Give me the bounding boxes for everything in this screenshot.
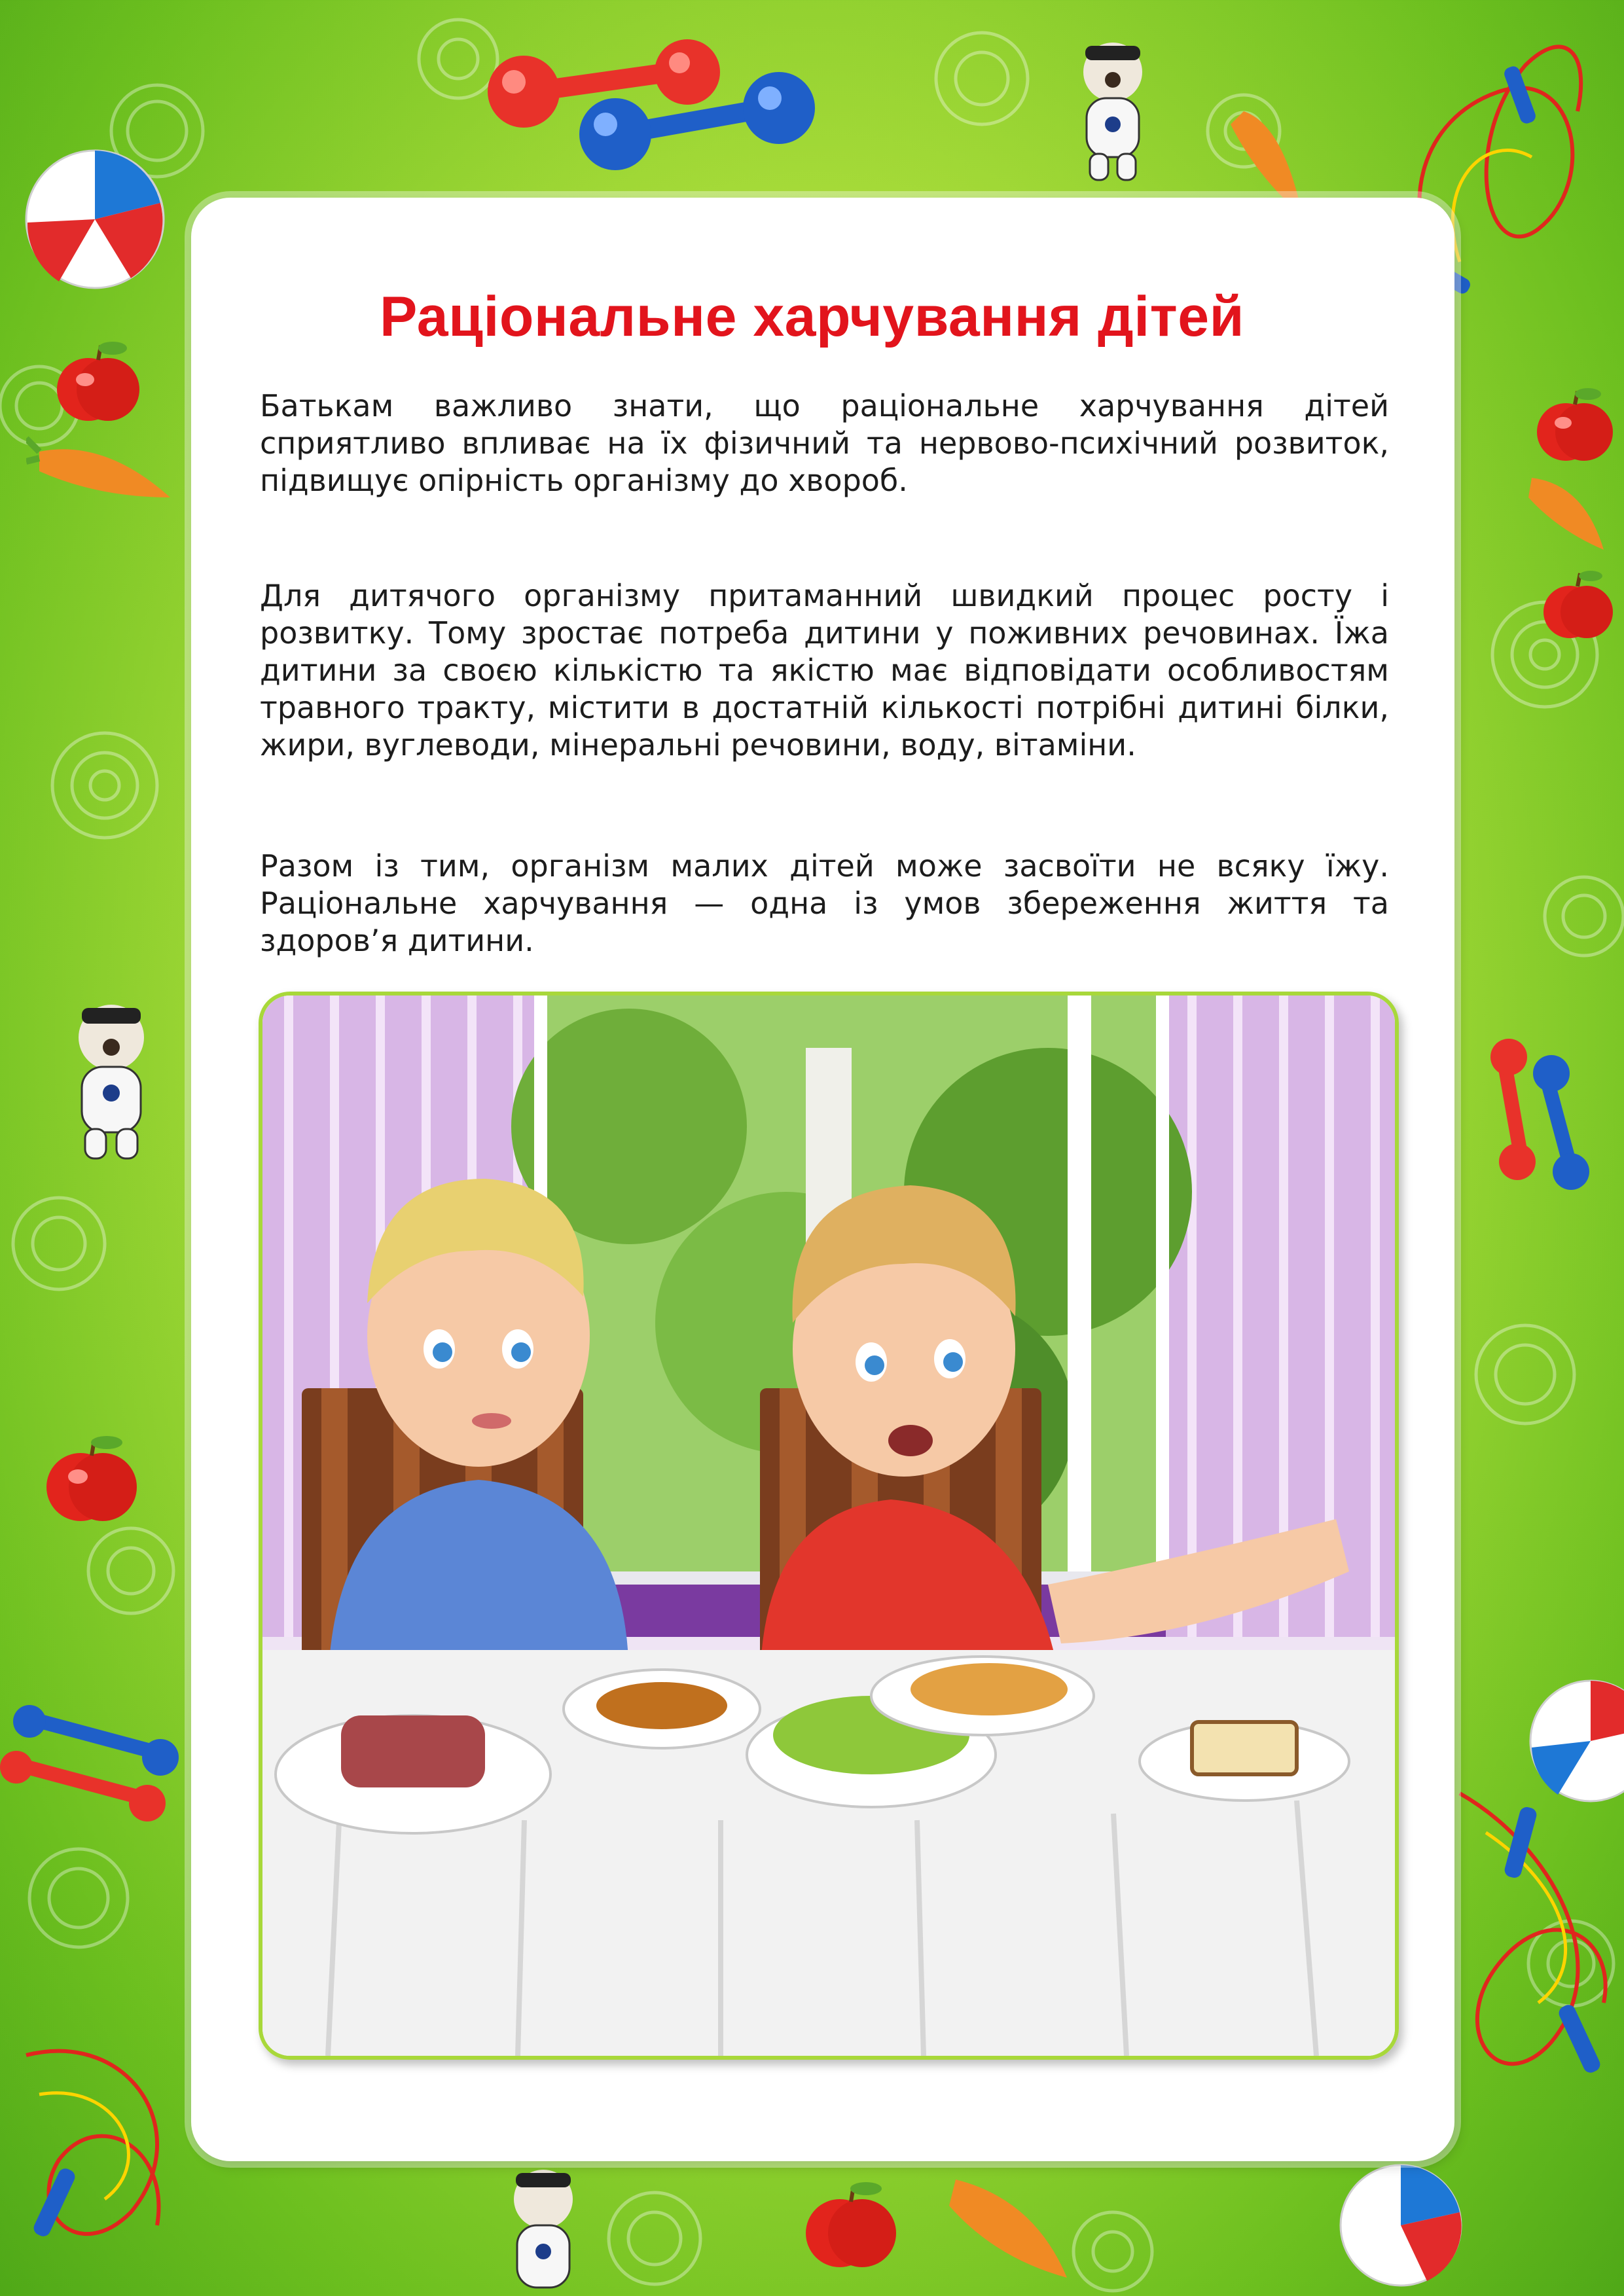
apple-icon: [43, 1427, 141, 1532]
beach-ball-icon: [1335, 2160, 1466, 2291]
illustration-scene: [262, 996, 1395, 2056]
carrot-icon: [936, 2160, 1080, 2291]
dumbbell-icon: [0, 1676, 209, 1833]
teddy-bear-icon: [484, 2160, 602, 2291]
teddy-bear-icon: [1054, 33, 1172, 183]
beach-ball-icon: [20, 144, 170, 295]
carrot-icon: [1519, 458, 1617, 563]
paragraph-3: Разом із тим, організм малих дітей може засвоїти не всяку їжу. Раціональне харчування — одна із умов збереження життя та здоров’я дитини.: [260, 848, 1389, 958]
jump-rope-icon: [0, 2016, 216, 2278]
apple-icon: [1532, 380, 1617, 471]
illustration-two-boys-eating: [259, 992, 1399, 2060]
apple-icon: [802, 2173, 900, 2278]
page-title: Раціональне харчування дітей: [380, 285, 1244, 348]
apple-icon: [1538, 563, 1617, 648]
paragraph-1: Батькам важливо знати, що раціональне харчування дітей сприятливо впливає на їх фізичний та нервово-психічний розвиток, підвищує опірність організму до хвороб.: [260, 388, 1389, 498]
dumbbell-icon: [1479, 1021, 1610, 1191]
carrot-icon: [26, 425, 183, 517]
teddy-bear-icon: [46, 995, 177, 1165]
paragraph-2: Для дитячого організму притаманний швидкий процес росту і розвитку. Тому зростає потреба дитини у поживних речовинах. Їжа дитини за своєю кількістю та якістю має відповідати особливостям травного тракту, містити в достатній кількості потрібні дитині білки, жири, вуглеводи, мінеральні речовини, воду, вітаміни.: [260, 578, 1389, 762]
dumbbell-icon: [563, 59, 838, 190]
